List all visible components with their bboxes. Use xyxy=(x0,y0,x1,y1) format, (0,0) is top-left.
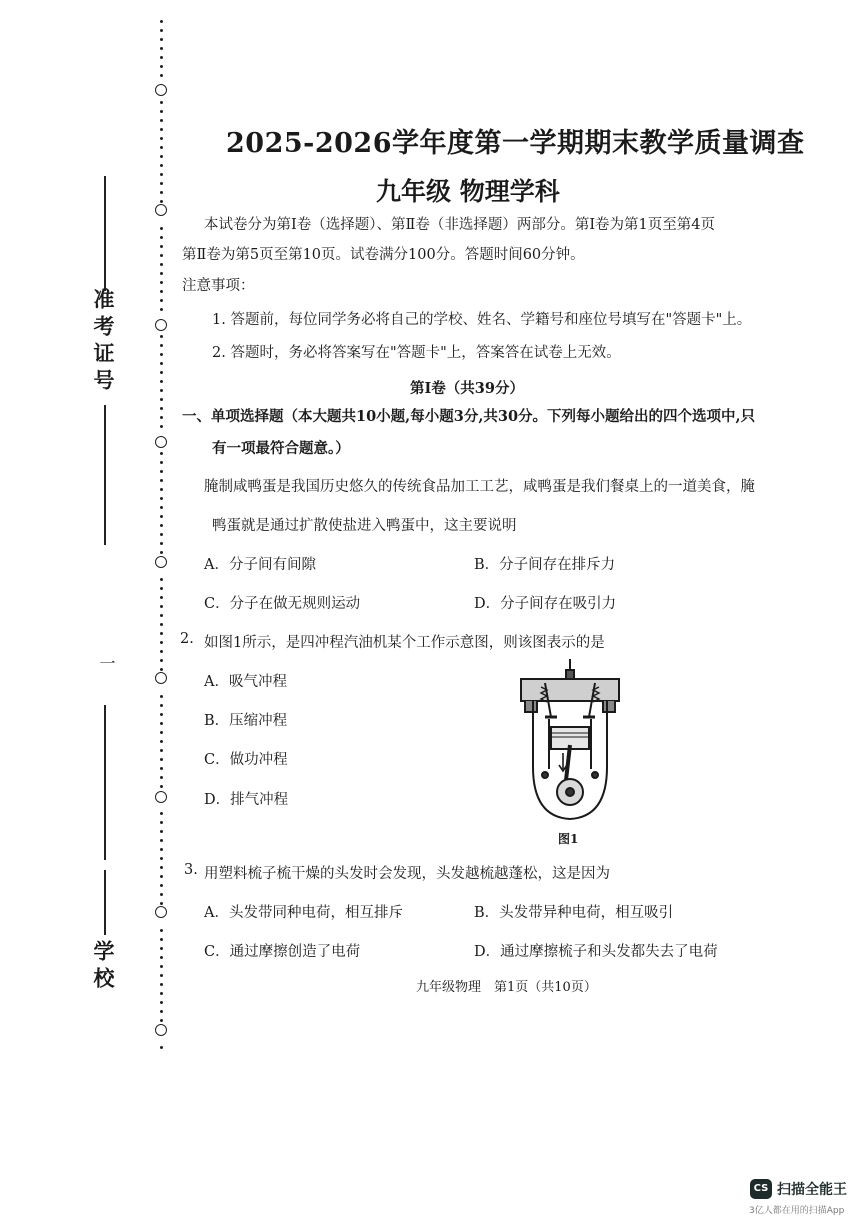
binding-dot xyxy=(160,587,163,590)
binding-dot xyxy=(160,542,163,545)
binding-dot xyxy=(160,524,163,527)
binding-dot xyxy=(160,416,163,419)
binding-dot xyxy=(160,767,163,770)
binding-dot xyxy=(160,128,163,131)
binding-dot xyxy=(160,389,163,392)
part1-heading: 第Ⅰ卷（共39分） xyxy=(410,380,524,397)
option-c: C．通过摩擦创造了电荷 xyxy=(204,944,361,960)
binding-dot xyxy=(160,848,163,851)
binding-dot xyxy=(160,605,163,608)
binding-dot xyxy=(160,983,163,986)
binding-dot xyxy=(160,533,163,536)
section1-instruction-2: 有一项最符合题意。） xyxy=(212,440,350,457)
binding-dot xyxy=(160,884,163,887)
section1-instruction-1: 一、单项选择题（本大题共10小题,每小题3分,共30分。下列每小题给出的四个选项中,只 xyxy=(182,408,756,425)
binding-line xyxy=(155,0,169,1060)
intro-line-2: 第Ⅱ卷为第5页至第10页。试卷满分100分。答题时间60分钟。 xyxy=(182,247,585,263)
binding-dot xyxy=(160,155,163,158)
binding-dot xyxy=(160,272,163,275)
margin-dash: 一 xyxy=(97,655,116,671)
binding-dot xyxy=(160,56,163,59)
binding-dot xyxy=(160,182,163,185)
binding-dot xyxy=(160,191,163,194)
option-d: D．分子间存在吸引力 xyxy=(474,596,617,612)
figure-caption: 图1 xyxy=(558,832,579,846)
binding-dot xyxy=(160,551,163,554)
binding-dot xyxy=(160,992,163,995)
note-item: 2. 答题时，务必将答案写在"答题卡"上，答案答在试卷上无效。 xyxy=(212,345,621,361)
binding-dot xyxy=(160,200,163,203)
binding-dot xyxy=(160,749,163,752)
binding-dot xyxy=(160,110,163,113)
binding-dot xyxy=(160,839,163,842)
binding-dot xyxy=(160,20,163,23)
binding-dot xyxy=(160,668,163,671)
binding-dot xyxy=(160,1010,163,1013)
note-item: 1. 答题前，每位同学务必将自己的学校、姓名、学籍号和座位号填写在"答题卡"上。 xyxy=(212,312,752,328)
binding-dot xyxy=(160,263,163,266)
binding-dot xyxy=(160,632,163,635)
page-footer: 九年级物理 第1页（共10页） xyxy=(416,980,597,995)
binding-dot xyxy=(160,857,163,860)
binding-dot xyxy=(160,137,163,140)
binding-dot xyxy=(160,308,163,311)
binding-dot xyxy=(160,425,163,428)
engine-figure xyxy=(515,657,625,827)
option-d: D．通过摩擦梳子和头发都失去了电荷 xyxy=(474,944,718,960)
exam-number-underline xyxy=(104,176,106,291)
binding-dot xyxy=(160,38,163,41)
binding-dot xyxy=(160,497,163,500)
exam-subtitle: 九年级 物理学科 xyxy=(376,177,560,206)
binding-dot xyxy=(160,731,163,734)
question-stem: 鸭蛋就是通过扩散使盐进入鸭蛋中，这主要说明 xyxy=(212,518,517,534)
question-number: 3. xyxy=(184,862,198,878)
binding-dot xyxy=(160,938,163,941)
binding-dot xyxy=(160,47,163,50)
binding-dot xyxy=(160,821,163,824)
question-stem: 腌制咸鸭蛋是我国历史悠久的传统食品加工工艺，咸鸭蛋是我们餐桌上的一道美食，腌 xyxy=(204,479,755,495)
binding-dot xyxy=(160,344,163,347)
binding-dot xyxy=(160,1001,163,1004)
binding-dot xyxy=(160,236,163,239)
question-number: 2. xyxy=(180,631,194,647)
binding-dot xyxy=(160,380,163,383)
binding-dot xyxy=(160,812,163,815)
binding-dot xyxy=(160,722,163,725)
binding-dot xyxy=(160,353,163,356)
binding-dot xyxy=(160,830,163,833)
binding-dot xyxy=(160,119,163,122)
binding-dot xyxy=(160,1019,163,1022)
binding-ring xyxy=(155,672,167,684)
binding-dot xyxy=(160,101,163,104)
binding-ring xyxy=(155,204,167,216)
binding-dot xyxy=(160,596,163,599)
option-d: D．排气冲程 xyxy=(204,792,289,808)
school-underline xyxy=(104,870,106,935)
option-c: C．做功冲程 xyxy=(204,752,288,768)
binding-dot xyxy=(160,299,163,302)
binding-dot xyxy=(160,695,163,698)
binding-dot xyxy=(160,902,163,905)
binding-dot xyxy=(160,65,163,68)
binding-dot xyxy=(160,371,163,374)
binding-dot xyxy=(160,452,163,455)
binding-dot xyxy=(160,947,163,950)
option-c: C．分子在做无规则运动 xyxy=(204,596,361,612)
exam-title: 2025-2026学年度第一学期期末教学质量调查 xyxy=(226,128,805,159)
option-a: A．吸气冲程 xyxy=(204,674,287,690)
intro-line-1: 本试卷分为第Ⅰ卷（选择题）、第Ⅱ卷（非选择题）两部分。第Ⅰ卷为第1页至第4页 xyxy=(204,217,716,233)
binding-dot xyxy=(160,362,163,365)
binding-dot xyxy=(160,740,163,743)
binding-dot xyxy=(160,74,163,77)
binding-dot xyxy=(160,407,163,410)
option-b: B．压缩冲程 xyxy=(204,713,288,729)
exam-number-label: 准考证号 xyxy=(91,288,116,396)
binding-dot xyxy=(160,650,163,653)
binding-dot xyxy=(160,866,163,869)
binding-dot xyxy=(160,461,163,464)
binding-dot xyxy=(160,758,163,761)
binding-dot xyxy=(160,173,163,176)
binding-dot xyxy=(160,641,163,644)
school-label: 学校 xyxy=(91,940,116,994)
binding-ring xyxy=(155,556,167,568)
binding-ring xyxy=(155,791,167,803)
binding-dot xyxy=(160,227,163,230)
option-b: B．头发带异种电荷，相互吸引 xyxy=(474,905,674,921)
question-stem: 用塑料梳子梳干燥的头发时会发现，头发越梳越蓬松，这是因为 xyxy=(204,866,610,882)
option-a: A．头发带同种电荷，相互排斥 xyxy=(204,905,403,921)
question-stem: 如图1所示，是四冲程汽油机某个工作示意图，则该图表示的是 xyxy=(204,635,605,651)
binding-dot xyxy=(160,974,163,977)
binding-dot xyxy=(160,281,163,284)
binding-dot xyxy=(160,776,163,779)
binding-dot xyxy=(160,704,163,707)
binding-dot xyxy=(160,659,163,662)
class-underline xyxy=(104,705,106,860)
binding-dot xyxy=(160,956,163,959)
binding-dot xyxy=(160,713,163,716)
scanner-tagline: 3亿人都在用的扫描App xyxy=(749,1206,845,1216)
binding-ring xyxy=(155,319,167,331)
binding-ring xyxy=(155,906,167,918)
binding-ring xyxy=(155,436,167,448)
binding-dot xyxy=(160,893,163,896)
binding-ring xyxy=(155,84,167,96)
scanner-logo-icon: CS xyxy=(750,1179,772,1199)
binding-dot xyxy=(160,470,163,473)
binding-dot xyxy=(160,623,163,626)
binding-dot xyxy=(160,929,163,932)
scanner-app-name: 扫描全能王 xyxy=(777,1182,847,1198)
binding-dot xyxy=(160,479,163,482)
name-underline xyxy=(104,405,106,545)
binding-dot xyxy=(160,515,163,518)
binding-dot xyxy=(160,785,163,788)
binding-dot xyxy=(160,335,163,338)
binding-dot xyxy=(160,290,163,293)
binding-ring xyxy=(155,1024,167,1036)
binding-dot xyxy=(160,398,163,401)
notes-heading: 注意事项： xyxy=(182,278,255,294)
binding-dot xyxy=(160,875,163,878)
binding-dot xyxy=(160,245,163,248)
binding-dot xyxy=(160,488,163,491)
binding-dot xyxy=(160,578,163,581)
binding-dot xyxy=(160,254,163,257)
binding-dot xyxy=(160,1046,163,1049)
binding-dot xyxy=(160,965,163,968)
option-a: A．分子间有间隙 xyxy=(204,557,316,573)
binding-dot xyxy=(160,614,163,617)
binding-dot xyxy=(160,29,163,32)
binding-dot xyxy=(160,506,163,509)
binding-dot xyxy=(160,146,163,149)
binding-dot xyxy=(160,164,163,167)
option-b: B．分子间存在排斥力 xyxy=(474,557,616,573)
